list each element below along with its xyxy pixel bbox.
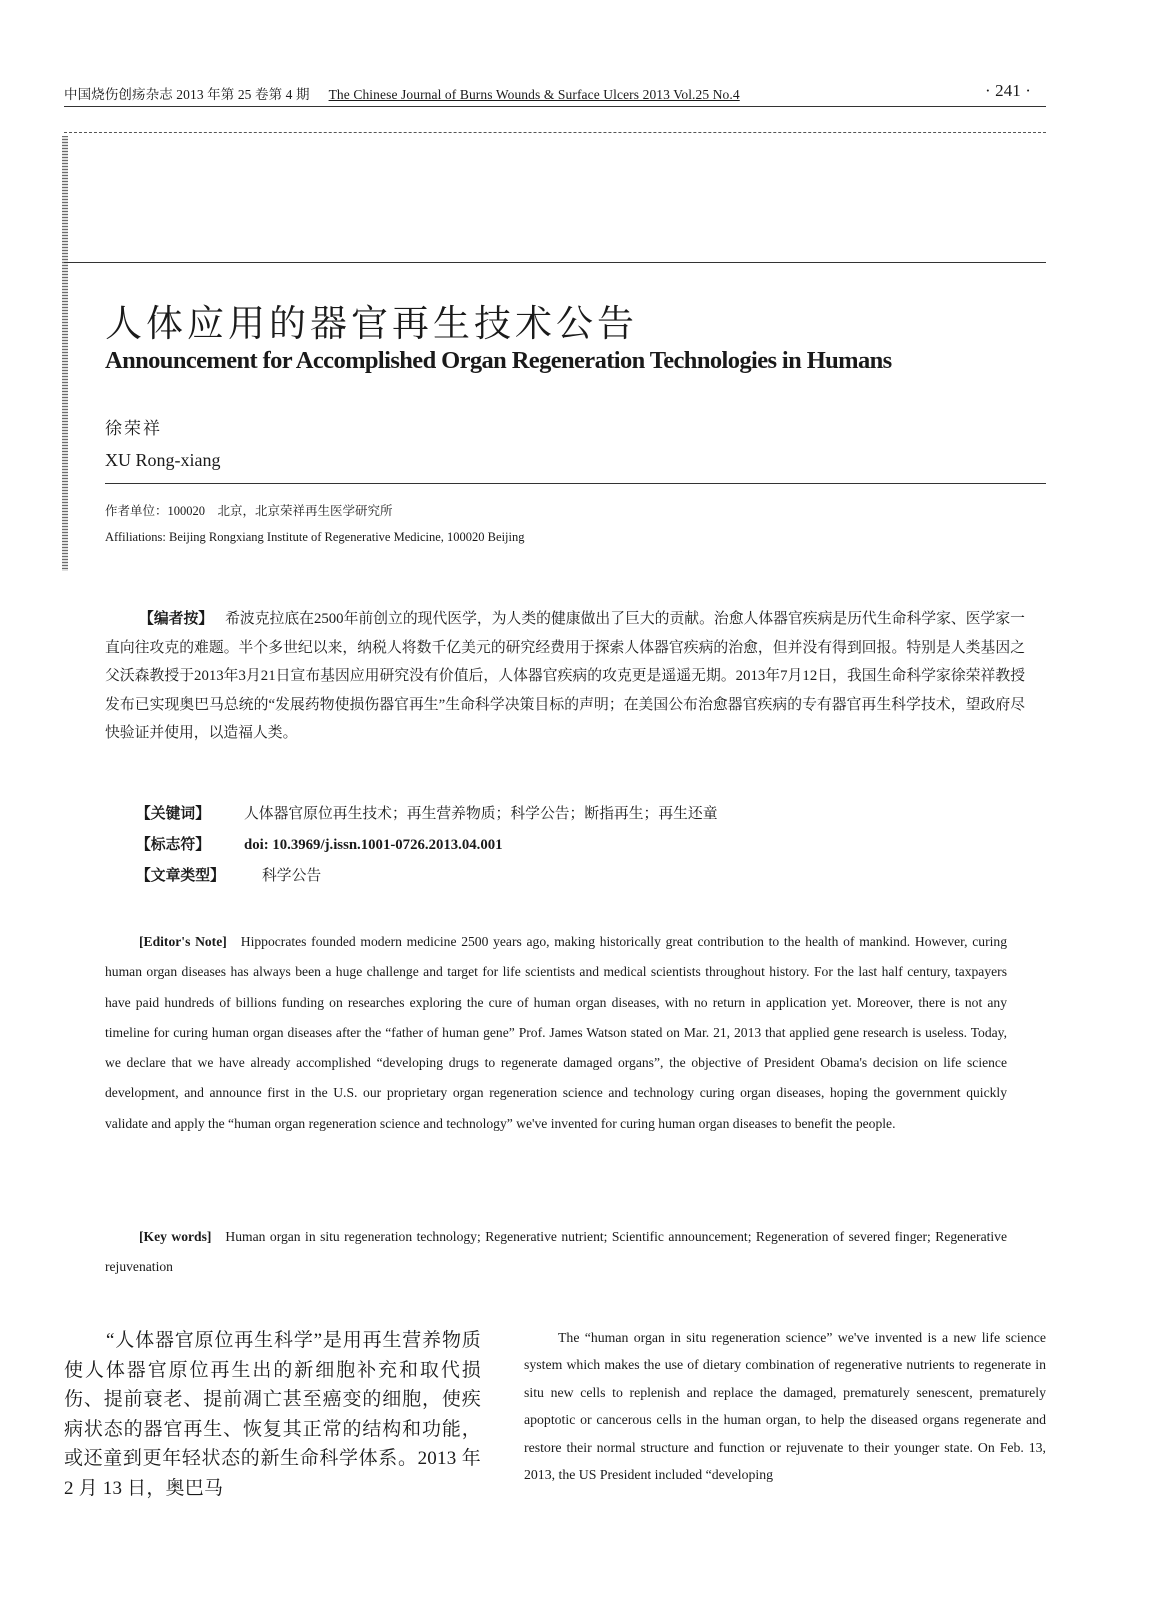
editors-note-en-label: [Editor's Note] bbox=[139, 934, 227, 949]
body-paragraph-en: The “human organ in situ regeneration science” we've invented is a new life science system which makes the use of dietary combination of regenerative nutrients to regenerate in situ new cells to replenish and replace the damaged, prematurely senescent, prematurely apoptotic or cancerous cells in the human organ, to help the diseased organs regenerate and restore their normal structure and function or rejuvenate to their younger state. On Feb. 13, 2013, the US President included “developing bbox=[524, 1330, 1046, 1483]
header-rule bbox=[64, 106, 1046, 107]
keywords-cn-label: 【关键词】 bbox=[136, 806, 210, 822]
affiliation-cn: 作者单位：100020 北京，北京荣祥再生医学研究所 bbox=[105, 504, 393, 518]
identifier-cn-text: doi: 10.3969/j.issn.1001-0726.2013.04.001 bbox=[244, 837, 503, 853]
author-rule bbox=[105, 483, 1046, 484]
running-header bbox=[64, 83, 984, 103]
header-rule-secondary bbox=[64, 132, 1046, 133]
page-number: · 241 · bbox=[985, 81, 1032, 100]
body-paragraph-cn: “人体器官原位再生科学”是用再生营养物质使人体器官原位再生出的新细胞补充和取代损伤、提前衰老、提前凋亡甚至癌变的细胞，使疾病状态的器官再生、恢复其正常的结构和功能，或还童到更年轻状态的新生命科学体系。2013 年 2 月 13 日，奥巴马 bbox=[64, 1330, 481, 1499]
keywords-en-text: Human organ in situ regeneration technology; Regenerative nutrient; Scientific announcement; Regeneration of severed finger; Regenerative rejuvenation bbox=[105, 1229, 1007, 1275]
editors-note-cn-label: 【编者按】 bbox=[139, 611, 214, 627]
article-title-cn: 人体应用的器官再生技术公告 bbox=[105, 304, 638, 345]
article-type-cn-text: 科学公告 bbox=[262, 868, 322, 884]
journal-name-cn: 中国烧伤创疡杂志 2013 年第 25 卷第 4 期 bbox=[64, 87, 310, 102]
identifier-cn-label: 【标志符】 bbox=[136, 837, 210, 853]
article-type-cn-label: 【文章类型】 bbox=[136, 868, 225, 884]
editors-note-en-text: Hippocrates founded modern medicine 2500 years ago, making historically great contribution to the health of mankind. However, curing human organ diseases has always been a huge challenge and target for life scientists and medical scientists throughout history. For the last half century, taxpayers have paid hundreds of billions funding on researches exploring the cure of human organ diseases, with no return in application yet. Moreover, there is not any timeline for curing human organ diseases after the “father of human gene” Prof. James Watson stated on Mar. 21, 2013 that applied gene research is useless. Today, we declare that we have already accomplished “developing drugs to regenerate damaged organs”, the objective of President Obama's decision on life science development, and announce first in the U.S. our proprietary organ regeneration science and technology curing organ diseases, hoping the government quickly validate and apply the “human organ regeneration science and technology” we've invented for curing human organ diseases to benefit the people. bbox=[105, 934, 1007, 1131]
keywords-cn bbox=[136, 799, 718, 829]
author-name-en: XU Rong-xiang bbox=[105, 450, 221, 470]
journal-name-en: The Chinese Journal of Burns Wounds & Surface Ulcers 2013 Vol.25 No.4 bbox=[328, 87, 740, 102]
keywords-en-label: [Key words] bbox=[139, 1229, 212, 1244]
identifier-cn bbox=[136, 830, 503, 860]
affiliation-en: Affiliations: Beijing Rongxiang Institute of Regenerative Medicine, 100020 Beijing bbox=[105, 530, 525, 544]
article-type-cn bbox=[136, 861, 321, 891]
article-title-en: Announcement for Accomplished Organ Regeneration Technologies in Humans bbox=[105, 347, 892, 374]
editors-note-en bbox=[105, 927, 1007, 1139]
body-column-cn bbox=[64, 1326, 481, 1503]
keywords-en bbox=[105, 1222, 1007, 1283]
editors-note-cn-text: 希波克拉底在2500年前创立的现代医学，为人类的健康做出了巨大的贡献。治愈人体器官疾病是历代生命科学家、医学家一直向往攻克的难题。半个多世纪以来，纳税人将数千亿美元的研究经费用于探索人体器官疾病的治愈，但并没有得到回报。特别是人类基因之父沃森教授于2013年3月21日宣布基因应用研究没有价值后，人体器官疾病的攻克更是遥遥无期。2013年7月12日，我国生命科学家徐荣祥教授发布已实现奥巴马总统的“发展药物使损伤器官再生”生命科学决策目标的声明；在美国公布治愈器官疾病的专有器官再生科学技术，望政府尽快验证并使用，以造福人类。 bbox=[105, 611, 1025, 742]
title-top-rule bbox=[64, 262, 1046, 263]
author-name-cn: 徐荣祥 bbox=[105, 419, 162, 438]
binding-margin-marks bbox=[62, 136, 68, 571]
keywords-cn-text: 人体器官原位再生技术；再生营养物质；科学公告；断指再生；再生还童 bbox=[244, 806, 718, 822]
body-column-en bbox=[524, 1324, 1046, 1488]
editors-note-cn bbox=[105, 605, 1025, 748]
